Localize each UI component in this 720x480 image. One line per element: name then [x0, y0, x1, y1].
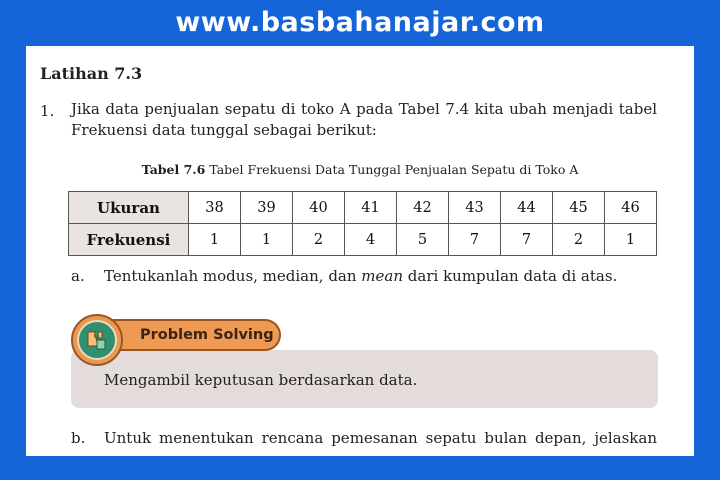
- sub-question-a-letter: a.: [71, 267, 85, 285]
- sub-question-b-text: Untuk menentukan rencana pemesanan sepatu bulan depan, jelaskan: [104, 429, 657, 447]
- sub-question-b-letter: b.: [71, 429, 86, 447]
- question-number: 1.: [40, 102, 55, 120]
- frekuensi-cell: 1: [189, 224, 241, 256]
- ukuran-cell: 39: [241, 192, 293, 224]
- frekuensi-cell: 1: [605, 224, 657, 256]
- problem-solving-pill: [98, 319, 281, 351]
- problem-solving-box: [71, 350, 658, 408]
- textbook-page: [26, 46, 694, 456]
- table-caption-text: Tabel Frekuensi Data Tunggal Penjualan Sepatu di Toko A: [209, 162, 579, 177]
- frekuensi-cell: 2: [553, 224, 605, 256]
- problem-solving-label: Problem Solving: [140, 327, 274, 343]
- ukuran-cell: 42: [397, 192, 449, 224]
- sub-a-text-after: dari kumpulan data di atas.: [403, 267, 618, 285]
- puzzle-icon: [77, 320, 117, 360]
- table-caption: [26, 162, 694, 177]
- ukuran-cell: 46: [605, 192, 657, 224]
- row-header-frekuensi: Frekuensi: [69, 224, 189, 256]
- ukuran-cell: 45: [553, 192, 605, 224]
- frekuensi-cell: 4: [345, 224, 397, 256]
- ukuran-cell: 44: [501, 192, 553, 224]
- frekuensi-cell: 7: [501, 224, 553, 256]
- table-row-frekuensi: [69, 224, 657, 256]
- frekuensi-cell: 5: [397, 224, 449, 256]
- section-title: Latihan 7.3: [40, 64, 143, 83]
- ukuran-cell: 40: [293, 192, 345, 224]
- ukuran-cell: 41: [345, 192, 397, 224]
- sub-a-text-italic: mean: [361, 267, 404, 285]
- frekuensi-cell: 7: [449, 224, 501, 256]
- frequency-table: [68, 191, 657, 256]
- row-header-ukuran: Ukuran: [69, 192, 189, 224]
- ukuran-cell: 38: [189, 192, 241, 224]
- problem-solving-badge: [71, 314, 123, 366]
- frekuensi-cell: 1: [241, 224, 293, 256]
- table-row-ukuran: [69, 192, 657, 224]
- sub-a-text-before: Tentukanlah modus, median, dan: [104, 267, 362, 285]
- problem-solving-text: Mengambil keputusan berdasarkan data.: [104, 371, 418, 389]
- table-caption-label: Tabel 7.6: [141, 162, 206, 177]
- question-text: Jika data penjualan sepatu di toko A pada Tabel 7.4 kita ubah menjadi tabel Frekuensi data tunggal sebagai berikut:: [71, 100, 657, 139]
- sub-question-a-text: [104, 267, 617, 285]
- frekuensi-cell: 2: [293, 224, 345, 256]
- ukuran-cell: 43: [449, 192, 501, 224]
- site-banner: www.basbahanajar.com: [175, 7, 545, 38]
